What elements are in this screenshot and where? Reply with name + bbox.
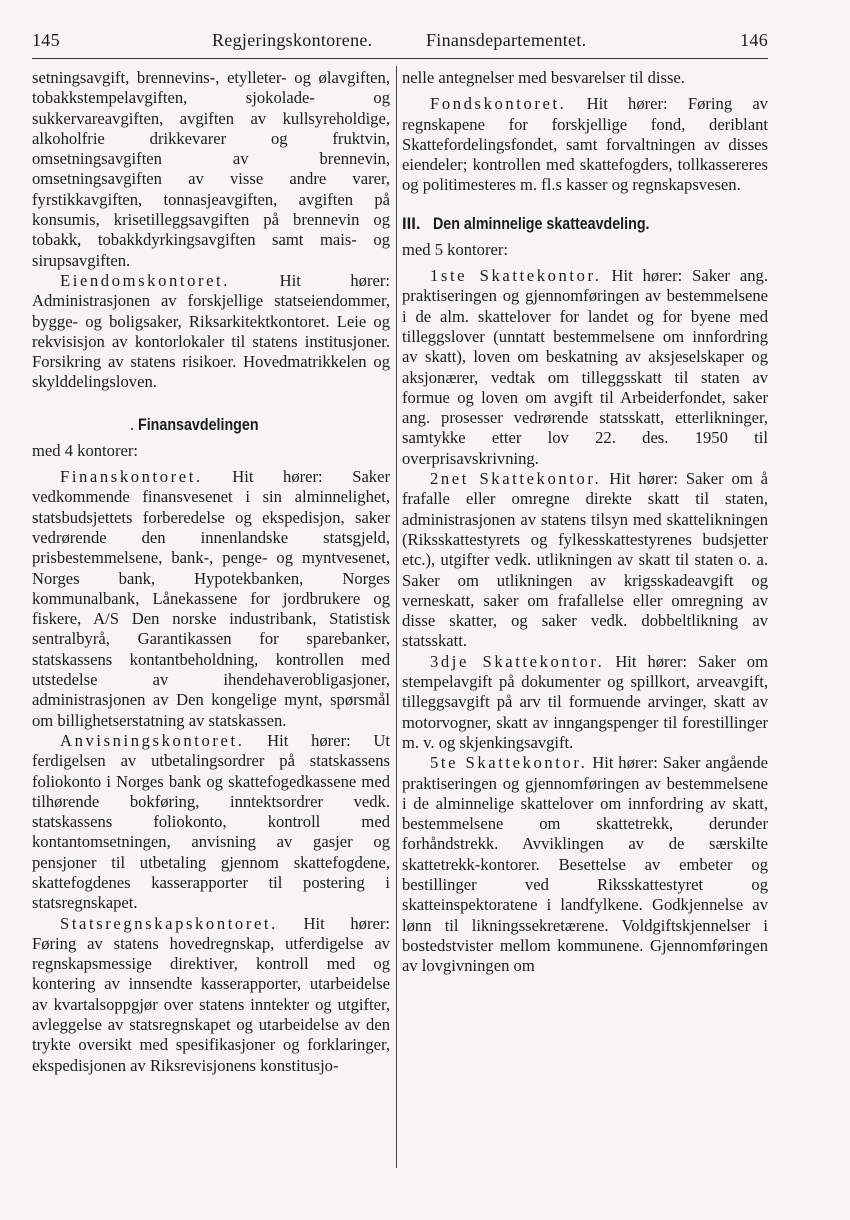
continuation-text-right: nelle antegnelser med besvarelser til disse. bbox=[402, 68, 685, 87]
header-rule bbox=[32, 58, 768, 59]
section-title: Finansavdelingen bbox=[138, 414, 259, 434]
running-title-left: Regjeringskontorene. bbox=[212, 30, 373, 50]
running-header bbox=[32, 30, 768, 60]
office-label-skatt1: 1ste Skattekontor. bbox=[430, 266, 602, 286]
office-text-statsregnskap: Hit hører: Føring av statens hovedregnskap, utferdigelse av regnskapsmessige direktiver, kontroll med og kontering av innsendte kasserapporter, utarbeidelse av kvartalsoppgjør over statens inntekter og utgifter, avleggelse av statsregnskapet og utarbeidelse av den trykte oversikt med spesifikasjoner og forklaringer, ekspedisjonen av Riksrevisjonens konstitusjo- bbox=[32, 913, 390, 1075]
office-text-skatt2: Hit hører: Saker om å frafalle eller omregne direkte skatt til staten, administrasjonen av statens tilsyn med skattelikningen (Riksskattestyrets og fylkesskattestyrenes budsjetter etc.), utgifter vedk. utlikningen av skatt til staten o. a. Saker om utlikningen av krigsskadeavgift og verneskatt, saker om frafallelse eller omregning av disse skatter, og saker vedk. dobbeltlikning av statsskatt. bbox=[402, 469, 768, 651]
office-label-anvisning: Anvisningskontoret. bbox=[60, 730, 245, 750]
office-label-skatt3: 3dje Skattekontor. bbox=[430, 651, 605, 671]
section-heading-finansavdelingen bbox=[32, 415, 390, 437]
paragraph-5te-skattekontor bbox=[402, 753, 768, 976]
running-title-right: Finansdepartementet. bbox=[426, 30, 587, 50]
section-title-right: Den alminnelige skatteavdeling. bbox=[432, 213, 650, 233]
left-column bbox=[32, 68, 390, 1076]
section-subtitle bbox=[32, 441, 390, 461]
paragraph-2net-skattekontor bbox=[402, 469, 768, 652]
page-number-left: 145 bbox=[32, 30, 60, 50]
paragraph-statsregnskapskontoret bbox=[32, 914, 390, 1076]
office-label-statsregnskap: Statsregnskapskontoret. bbox=[60, 913, 278, 933]
office-text-skatt1: Hit hører: Saker ang. praktiseringen og gjennomføringen av bestemmelsene i de alm. skattelover for landet og for byene med tilleggslover (unntatt bestemmelsene om innfordring av skatt), loven om beskatning av aksjeselskaper og aksjonærer, vedtak om tilleggsskatt til staten av formue og loven om avgift til Arbeiderfondet, saker ang. prosesser vedrørende statsskatt, etterlikninger, samtykke etter lov 22. des. 1950 til overprisavskrivning. bbox=[402, 266, 768, 468]
office-text-anvisning: Hit hører: Ut ferdigelsen av utbetalingsordrer på statskassens foliokonto i Norges bank og skattefogedkassene med tilhørende bokføring, inntektsordrer vedk. statskassens foliokonto, kontroll med kontantomsetningen, anvisning av gasjer og pensjoner til utbetaling gjennom skattefogdene, skattefogdenes kasserapporter til postering i statsregnskapet. bbox=[32, 730, 391, 913]
section-marker: . bbox=[130, 414, 135, 434]
section-numeral: III. bbox=[402, 213, 421, 233]
page-number-right: 146 bbox=[740, 30, 768, 50]
paragraph-3dje-skattekontor bbox=[402, 652, 768, 753]
paragraph-eiendomskontoret bbox=[32, 271, 390, 393]
office-text-fonds: Hit hører: Føring av regnskapene for forskjellige fond, deriblant Skattefordelingsfondet, samt forvaltningen av disses eiendeler; kontrollen med skattefogders, tollkassereres og politimesteres m. fl.s kasser og regnskapsvesen. bbox=[402, 94, 768, 195]
section-subtitle-text: med 4 kontorer: bbox=[32, 440, 138, 460]
office-text-skatt3: Hit hører: Saker om stempelavgift på dokumenter og spillkort, arveavgift, tilleggsavgift på arv til formuende arvinger, skatt av motorvogner, skatt av inngangspenger til forestillinger m. v. og skjenkingsavgift. bbox=[402, 651, 768, 752]
office-label-eiendom: Eiendomskontoret. bbox=[60, 270, 231, 290]
section-subtitle-right-text: med 5 kontorer: bbox=[402, 239, 508, 259]
paragraph-anvisningskontoret bbox=[32, 731, 390, 914]
office-text-finans: Hit hører: Saker vedkommende finansvesenet i sin alminnelighet, statsbudsjettets forberedelse og ekspedisjon, saker vedrørende den innenlandske statsgjeld, prisbestemmelsene, bank-, penge- og myntvesenet, Norges bank, Hypotekbanken, Norges kommunalbank, Lånekassene for jordbrukere og fiskere, A/S Den norske industribank, Statistisk sentralbyrå, Garantikassen for sparebanker, statskassens kontantbeholdning, kontrollen med utstedelse av ihendehaverobligasjoner, administrasjonen av Den kongelige mynt, spørsmål om billighetserstatning av statskassen. bbox=[32, 467, 390, 730]
paragraph-1ste-skattekontor bbox=[402, 266, 768, 469]
paragraph-fondskontoret bbox=[402, 94, 768, 195]
office-label-skatt2: 2net Skattekontor. bbox=[430, 469, 602, 489]
section-heading-skatteavdeling bbox=[402, 214, 768, 236]
office-label-finans: Finanskontoret. bbox=[60, 467, 203, 487]
office-text-eiendom: Hit hører: Administrasjonen av forskjellige statseiendommer, bygge- og boligsaker, Riksarkitektkontoret. Leie og rekvisisjon av kontorlokaler til statens institusjoner. Forsikring av statens risikoer. Hovedmatrikkelen og skylddelingsloven. bbox=[32, 270, 390, 392]
column-divider bbox=[396, 66, 397, 1168]
office-text-skatt5: Hit hører: Saker angående praktiseringen og gjennomføringen av bestemmelsene i de alminnelige skattelover om innfordring av skatt, bestemmelsene om skattetrekk, derunder forhåndstrekk. Avviklingen av de særskilte skattetrekk-kontorer. Besettelse av embeter og bestillinger ved Riksskattestyret og skatteinspektoratene i landfylkene. Godkjennelse av lønn til likningssekretærene. Voldgiftskjennelser i bostedstvister mellom kommunene. Gjennomføringen av lovgivningen om bbox=[402, 753, 769, 976]
office-label-skatt5: 5te Skattekontor. bbox=[430, 753, 588, 773]
section-subtitle-right bbox=[402, 240, 768, 260]
continuation-text: setningsavgift, brennevins-, etylleter- og ølavgiften, tobakkstempelavgiften, sjokolade- og sukkervareavgiften, avgiften av kullsyreholdige, alkoholfrie drikkevarer og fruktvin, omsetningsavgiften av brennevin, omsetningsavgiften av visse andre varer, fyrstikkavgiften, tonnasjeavgiften, avgiften på konsumis, krisetilleggsavgiften på brennevin og tobakk, tobakkdyrkingsavgiften samt mais- og sirupsavgiften. bbox=[32, 68, 390, 270]
paragraph-continuation bbox=[32, 68, 390, 271]
office-label-fonds: Fondskontoret. bbox=[430, 94, 567, 114]
right-column bbox=[402, 68, 768, 976]
paragraph-finanskontoret bbox=[32, 467, 390, 731]
paragraph-continuation-right bbox=[402, 68, 768, 88]
